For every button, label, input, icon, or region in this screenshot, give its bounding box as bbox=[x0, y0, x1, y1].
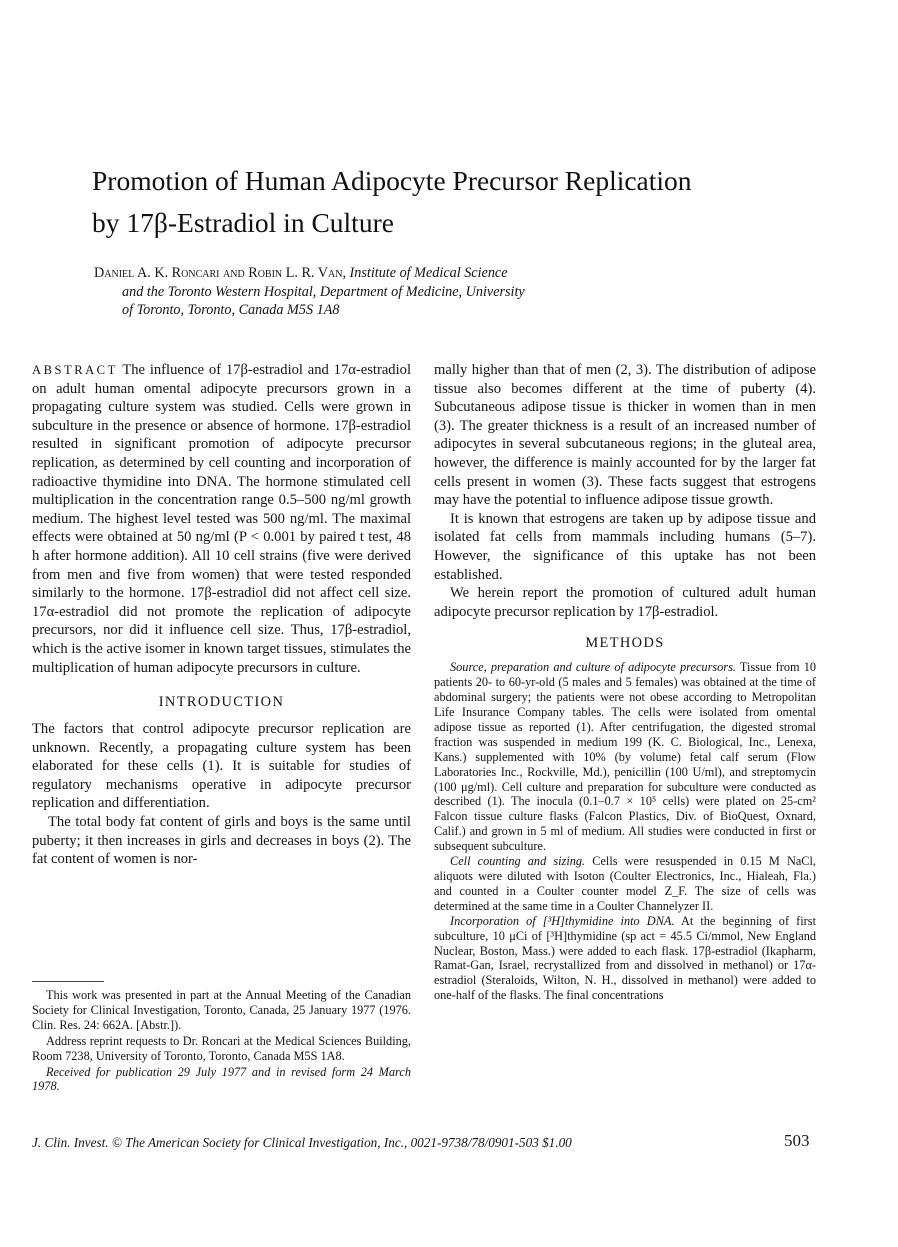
title-line-1: Promotion of Human Adipocyte Precursor Replication bbox=[92, 165, 692, 196]
methods-heading: METHODS bbox=[585, 635, 665, 652]
affiliation-line-1: Institute of Medical Science bbox=[349, 265, 508, 281]
author-block bbox=[94, 264, 694, 320]
footnotes bbox=[32, 988, 411, 1095]
methods-text-source: Tissue from 10 patients 20- to 60-yr-old (5 males and 5 females) was obtained at the time of abdominal surgery; the patients were not obese according to Metropolitan Life Insurance Company tables. The cells were isolated from omental adipose tissue as reported (1). After centrifugation, the digested stromal fraction was suspended in medium 199 (K. C. Biological, Inc., Lenexa, Kans.) supplemented with 10% (by volume) fetal calf serum (Flow Laboratories Inc., Rockville, Md.), penicillin (100 U/ml), and streptomycin (100 μg/ml). Cell culture and preparation for subculture were conducted as described (1). The inocula (0.1–0.7 × 10⁵ cells) were plated on 25-cm² Falcon tissue culture flasks (Falcon Plastics, Div. of BioQuest, Oxnard, Calif.) and grown in 5 ml of medium. All studies were conducted in first or subsequent subculture. bbox=[434, 660, 816, 854]
intro-paragraph-1: The factors that control adipocyte precursor replication are unknown. Recently, a propagating culture system has been elaborated for these cells (1). It is suitable for studies of regulatory mechanisms operative in adipocyte precursor replication and differentiation. bbox=[32, 721, 411, 812]
methods-subheading-thymidine: Incorporation of [³H]thymidine into DNA. bbox=[450, 913, 675, 928]
methods-section-counting bbox=[434, 854, 816, 914]
abstract-label: ABSTRACT bbox=[32, 363, 118, 377]
intro-paragraph-2: The total body fat content of girls and boys is the same until puberty; it then increases in girls and decreases in boys (2). The fat content of women is nor- bbox=[32, 814, 411, 868]
journal-citation: J. Clin. Invest. © The American Society for Clinical Investigation, Inc., 0021-9738/78/0901-503 $1.00 bbox=[32, 1135, 572, 1150]
page-number: 503 bbox=[784, 1131, 810, 1150]
methods-text-thymidine: At the beginning of first subculture, 10 μCi of [³H]thymidine (sp act = 45.5 Ci/mmol, New England Nuclear, Boston, Mass.) were added to each flask. 17β-estradiol (Ikapharm, Ramat-Gan, Israel, recrystallized from and dissolved in methanol) or 17α-estradiol (Steraloids, Wilton, N. H., dissolved in methanol) were added to one-half of the flasks. The final concentrations bbox=[434, 913, 816, 1003]
methods-subheading-counting: Cell counting and sizing. bbox=[450, 854, 586, 869]
footnote-reprint: Address reprint requests to Dr. Roncari at the Medical Sciences Building, Room 7238, University of Toronto, Toronto, Canada M5S 1A8. bbox=[32, 1033, 411, 1063]
footnote-presentation: This work was presented in part at the Annual Meeting of the Canadian Society for Clinical Investigation, Toronto, Canada, 25 January 1977 (1976. Clin. Res. 24: 662A. [Abstr.]). bbox=[32, 988, 411, 1032]
footnote-rule bbox=[32, 981, 104, 982]
introduction-heading: INTRODUCTION bbox=[158, 694, 285, 711]
affiliation-line-3: of Toronto, Toronto, Canada M5S 1A8 bbox=[122, 302, 340, 318]
abstract bbox=[32, 361, 411, 677]
article-title bbox=[92, 160, 852, 244]
intro-paragraph-4: It is known that estrogens are taken up by adipose tissue and isolated fat cells from mammals including humans (5–7). However, the significance of this uptake has not been established. bbox=[434, 510, 816, 583]
methods-text-counting: Cells were resuspended in 0.15 M NaCl, aliquots were diluted with Isoton (Coulter Electronics, Inc., Hialeah, Fla.) and counted in a Coulter counter model Z_F. The size of cells was determined at the same time in a Coulter Channelyzer II. bbox=[434, 854, 816, 913]
author-names: Daniel A. K. Roncari and Robin L. R. Van, bbox=[94, 265, 346, 281]
intro-paragraph-5: We herein report the promotion of cultured adult human adipocyte precursor replication by 17β-estradiol. bbox=[434, 585, 816, 620]
methods-section-source bbox=[434, 660, 816, 854]
affiliation-line-2: and the Toronto Western Hospital, Department of Medicine, University bbox=[122, 283, 525, 300]
intro-paragraph-3: mally higher than that of men (2, 3). The distribution of adipose tissue also becomes different at the time of puberty (4). Subcutaneous adipose tissue is thicker in women than in men (3). The greater thickness is a result of an increased number of adipocytes in several subcutaneous regions; in the gluteal area, however, the difference is mainly accounted for by the larger fat cells present in women (3). These facts suggest that estrogens may have the potential to influence adipose tissue growth. bbox=[434, 362, 816, 509]
title-line-2: by 17β-Estradiol in Culture bbox=[92, 207, 394, 238]
left-column bbox=[32, 361, 411, 869]
methods-section-thymidine bbox=[434, 914, 816, 1003]
right-column bbox=[434, 361, 816, 1003]
methods-subheading-source: Source, preparation and culture of adipocyte precursors. bbox=[450, 660, 736, 675]
footnote-received: Received for publication 29 July 1977 and in revised form 24 March 1978. bbox=[32, 1064, 411, 1094]
abstract-text: The influence of 17β-estradiol and 17α-estradiol on adult human omental adipocyte precursors grown in a propagating culture system was studied. Cells were grown in subculture in the presence or absence of hormone. 17β-estradiol resulted in significant promotion of adipocyte precursor replication, as determined by cell counting and incorporation of radioactive thymidine into DNA. The hormone stimulated cell multiplication in the concentration range 0.5–500 ng/ml growth medium. The highest level tested was 500 ng/ml. The maximal effects were obtained at 50 ng/ml (P < 0.001 by paired t test, 48 h after hormone addition). All 10 cell strains (five were derived from men and five from women) that were tested responded similarly to the hormone. 17β-estradiol did not affect cell size. 17α-estradiol did not promote the replication of adipocyte precursors, nor did it influence cell size. Thus, 17β-estradiol, which is the active isomer in known target tissues, stimulates the multiplication of human adipocyte precursors in culture. bbox=[32, 362, 412, 676]
